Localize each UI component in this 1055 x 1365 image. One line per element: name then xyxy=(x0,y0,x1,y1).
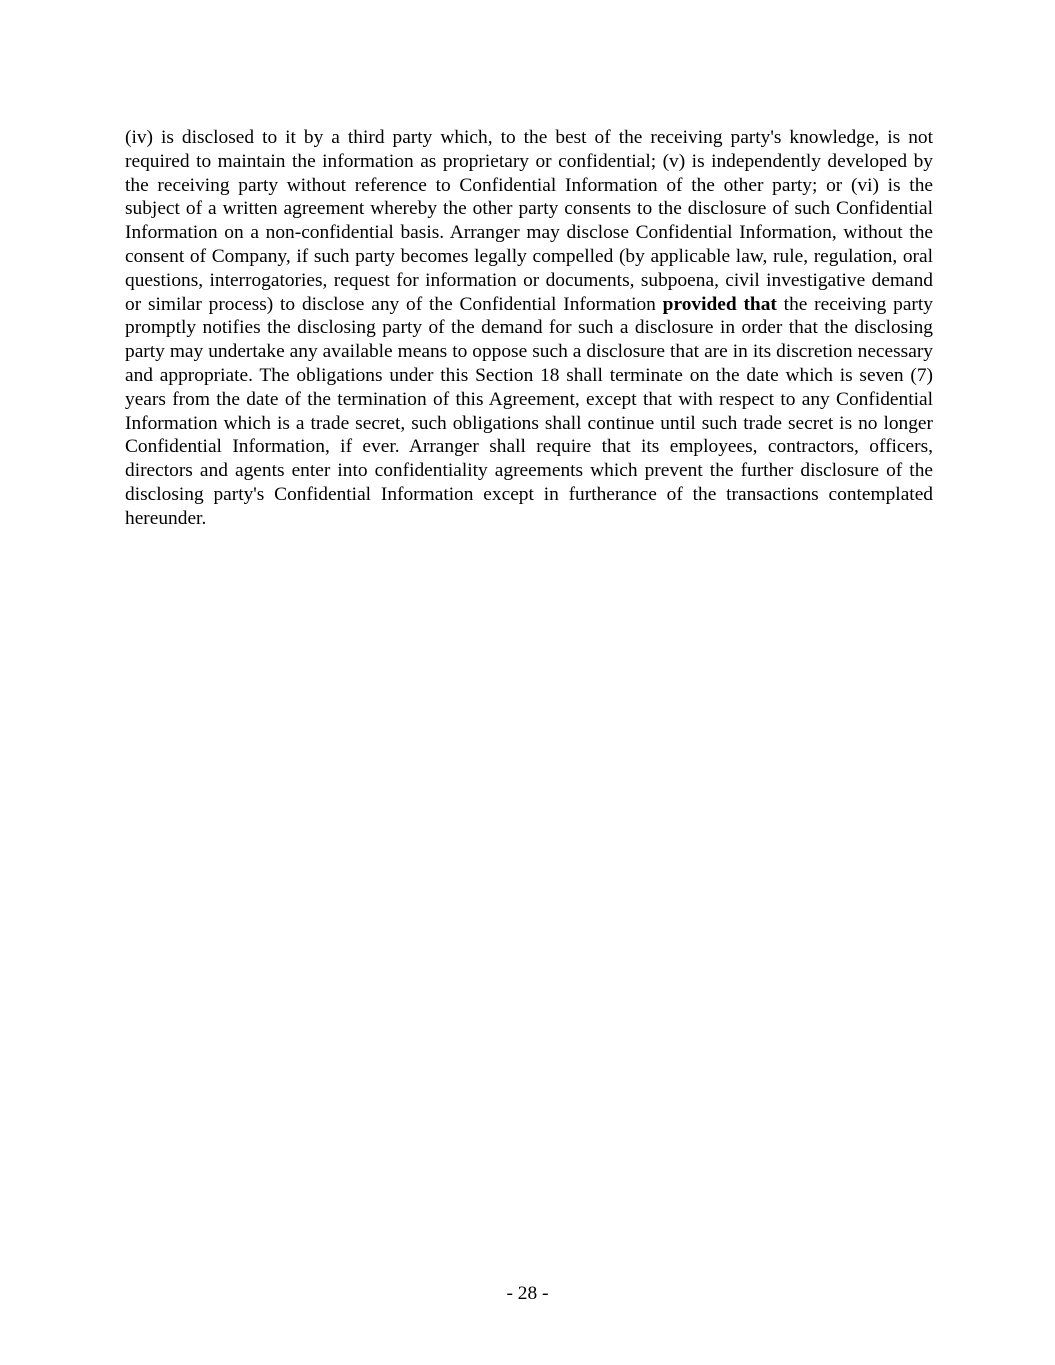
page-number: - 28 - xyxy=(506,1283,549,1304)
body-paragraph xyxy=(125,126,933,531)
paragraph-text-part-2: the receiving party promptly notifies the disclosing party of the demand for such a disclosure in order that the disclosing party may undertake any available means to oppose such a disclosure that are in its discretion necessary and appropriate. The obligations under this Section 18 shall terminate on the date which is seven (7) years from the date of the termination of this Agreement, except that with respect to any Confidential Information which is a trade secret, such obligations shall continue until such trade secret is no longer Confidential Information, if ever. Arranger shall require that its employees, contractors, officers, directors and agents enter into confidentiality agreements which prevent the further disclosure of the disclosing party's Confidential Information except in furtherance of the transactions contemplated hereunder. xyxy=(125,293,933,529)
paragraph-text-part-1: (iv) is disclosed to it by a third party which, to the best of the receiving party's knowledge, is not required to maintain the information as proprietary or confidential; (v) is independently developed by the receiving party without reference to Confidential Information of the other party; or (vi) is the subject of a written agreement whereby the other party consents to the disclosure of such Confidential Information on a non-confidential basis. Arranger may disclose Confidential Information, without the consent of Company, if such party becomes legally compelled (by applicable law, rule, regulation, oral questions, interrogatories, request for information or documents, subpoena, civil investigative demand or similar process) to disclose any of the Confidential Information xyxy=(125,127,933,315)
bold-phrase-provided-that: provided that xyxy=(662,293,777,315)
